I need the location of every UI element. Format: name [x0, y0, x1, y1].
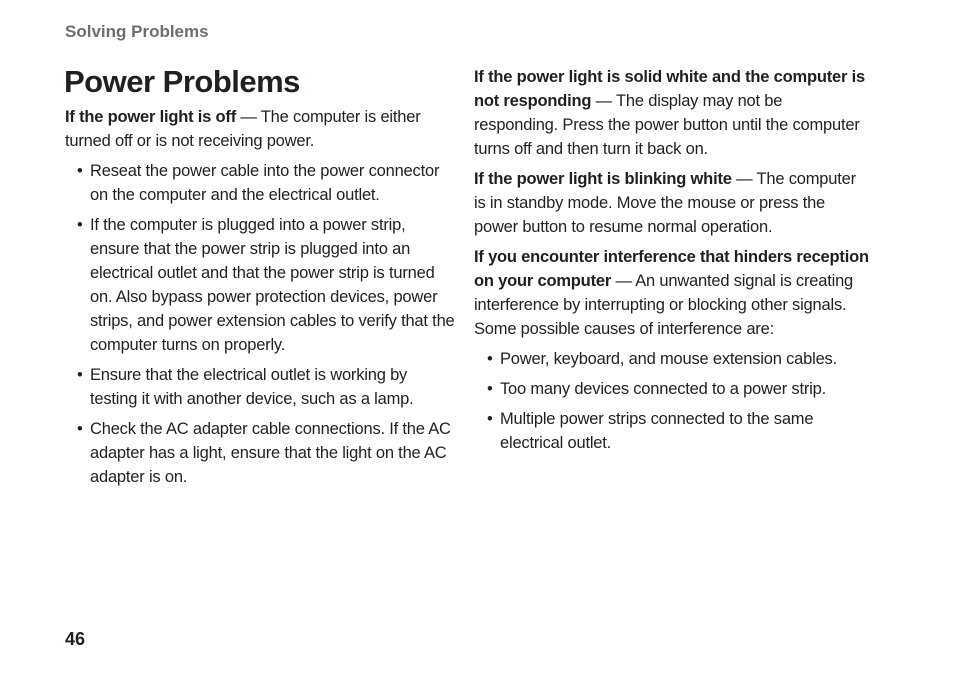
interference-text: — An unwanted signal is creating interference by interrupting or blocking other signals. Some possible causes of interference are: [474, 272, 854, 338]
list-item: • Too many devices connected to a power strip. [474, 377, 869, 401]
left-column [65, 105, 455, 495]
solid-white-paragraph [474, 65, 869, 161]
power-light-off-heading: If the power light is off [65, 108, 236, 126]
solid-white-heading: If the power light is solid white and the computer is not responding [474, 68, 865, 110]
interference-heading: If you encounter interference that hinders reception on your computer [474, 248, 869, 290]
solid-white-text: — The display may not be responding. Press the power button until the computer turns off and then turn it back on. [474, 92, 860, 158]
power-light-off-list [65, 159, 455, 489]
section-label: Solving Problems [65, 22, 209, 41]
page-title: Power Problems [64, 64, 300, 99]
list-item: • Ensure that the electrical outlet is working by testing it with another device, such as a lamp. [65, 363, 455, 411]
power-light-off-text: — The computer is either turned off or is not receiving power. [65, 108, 421, 150]
list-item: • Reseat the power cable into the power connector on the computer and the electrical outlet. [65, 159, 455, 207]
blinking-white-paragraph [474, 167, 869, 239]
page-number: 46 [65, 629, 86, 649]
blinking-white-heading: If the power light is blinking white [474, 170, 732, 188]
list-item: • Multiple power strips connected to the same electrical outlet. [474, 407, 869, 455]
list-item: • Check the AC adapter cable connections. If the AC adapter has a light, ensure that the light on the AC adapter is on. [65, 417, 455, 489]
blinking-white-text: — The computer is in standby mode. Move the mouse or press the power button to resume normal operation. [474, 170, 856, 236]
right-column [474, 65, 869, 461]
power-light-off-paragraph [65, 105, 455, 153]
interference-paragraph [474, 245, 869, 341]
list-item: • If the computer is plugged into a power strip, ensure that the power strip is plugged into an electrical outlet and that the power strip is turned on. Also bypass power protection devices, power strips, and power extension cables to verify that the computer turns on properly. [65, 213, 455, 357]
list-item: • Power, keyboard, and mouse extension cables. [474, 347, 869, 371]
interference-causes-list [474, 347, 869, 455]
